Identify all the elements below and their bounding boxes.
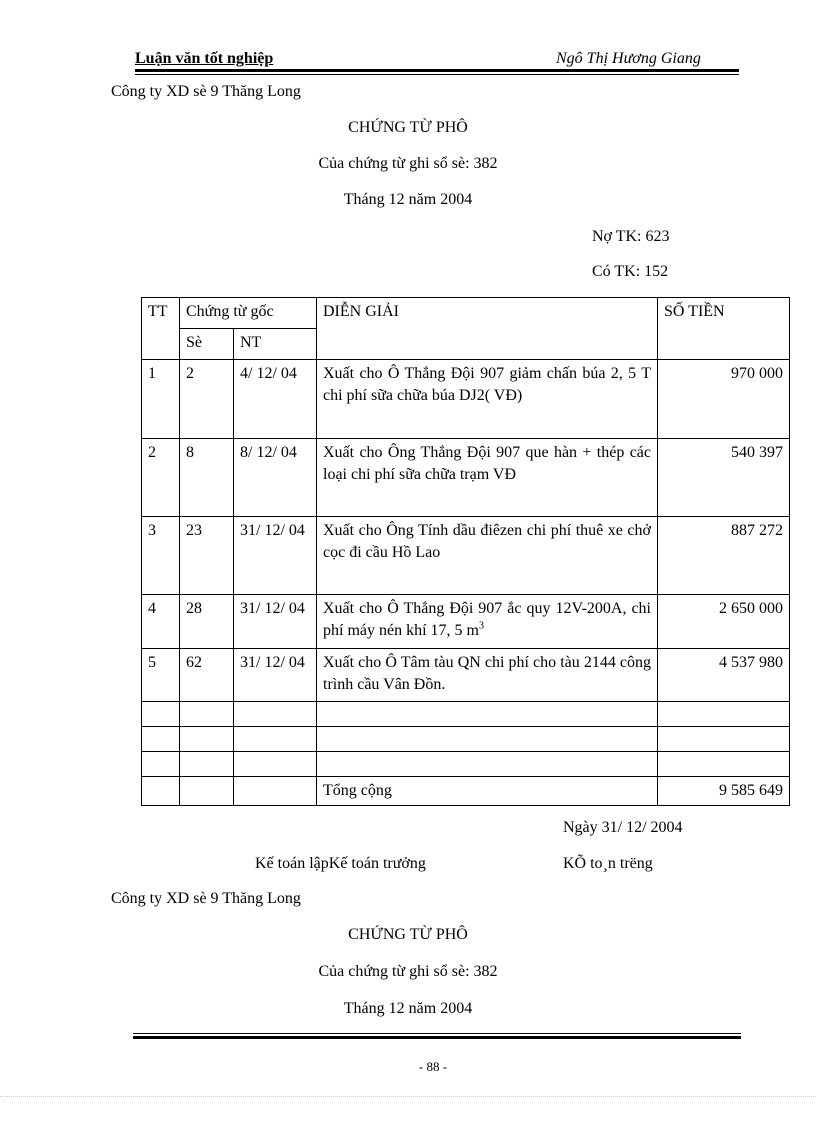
- header-so: Sè: [180, 329, 234, 360]
- table-row: [142, 649, 790, 702]
- document-subtitle-2: Của chứng từ ghi sổ sè: 382: [318, 963, 498, 980]
- cell-amount: 4 537 980: [658, 649, 790, 702]
- company-name: Công ty XD sè 9 Thăng Long: [111, 83, 301, 100]
- cell-tt: 2: [142, 439, 180, 517]
- document-title-2: CHỨNG TỪ PHÔ: [348, 926, 468, 943]
- header-amount: SỐ TIỀN: [658, 298, 790, 360]
- voucher-table: [141, 297, 790, 806]
- total-amount: 9 585 649: [658, 777, 790, 806]
- header-thesis-title: Luận văn tốt nghiệp: [135, 50, 274, 67]
- cell-nt: 31/ 12/ 04: [234, 517, 317, 595]
- cell-so: 23: [180, 517, 234, 595]
- cell-description: Xuất cho Ông Tính dầu điêzen chi phí thuê xe chở cọc đi cầu Hồ Lao: [317, 517, 658, 595]
- page-number: - 88 -: [418, 1059, 448, 1074]
- document-period: Tháng 12 năm 2004: [343, 191, 473, 208]
- description-text: Xuất cho Ô Thắng Đội 907 ắc quy 12V-200A, chi phí máy nén khí 17, 5 m: [323, 600, 651, 639]
- page-edge-divider: [0, 1096, 816, 1097]
- cell-description: Xuất cho Ô Tâm tàu QN chi phí cho tàu 2144 công trình cầu Vân Đồn.: [317, 649, 658, 702]
- signature-accountants: Kế toán lậpKế toán trưởng: [255, 855, 426, 872]
- document-period-2: Tháng 12 năm 2004: [343, 1000, 473, 1017]
- cell-tt: 4: [142, 595, 180, 649]
- document-title: CHỨNG TỪ PHÔ: [348, 119, 468, 136]
- empty-row: [142, 727, 790, 752]
- table-row: [142, 360, 790, 439]
- cell-amount: 887 272: [658, 517, 790, 595]
- total-row: [142, 777, 790, 806]
- cell-description: Xuất cho Ông Thắng Đội 907 que hàn + thép các loại chi phí sữa chữa trạm VĐ: [317, 439, 658, 517]
- cell-description: Xuất cho Ô Thắng Đội 907 giảm chấn búa 2, 5 T chi phí sữa chữa búa DJ2( VĐ): [317, 360, 658, 439]
- table-row: [142, 595, 790, 649]
- header-nt: NT: [234, 329, 317, 360]
- header-description: DIỄN GIẢI: [317, 298, 658, 360]
- debit-account: Nợ TK: 623: [592, 228, 670, 245]
- footer-rule-thin: [133, 1033, 741, 1034]
- cell-so: 28: [180, 595, 234, 649]
- table-row: [142, 439, 790, 517]
- cell-nt: 4/ 12/ 04: [234, 360, 317, 439]
- header-rule-thin: [135, 74, 739, 75]
- empty-row: [142, 702, 790, 727]
- cell-amount: 540 397: [658, 439, 790, 517]
- cell-tt: 3: [142, 517, 180, 595]
- header-author: Ngô Thị Hương Giang: [556, 50, 701, 67]
- header-original-doc: Chứng từ gốc: [180, 298, 317, 329]
- cell-amount: 970 000: [658, 360, 790, 439]
- header-rule: [135, 69, 739, 72]
- cell-so: 8: [180, 439, 234, 517]
- total-label: Tổng cộng: [317, 777, 658, 806]
- table-row: [142, 517, 790, 595]
- superscript: 3: [478, 620, 484, 632]
- empty-row: [142, 752, 790, 777]
- cell-so: 2: [180, 360, 234, 439]
- cell-amount: 2 650 000: [658, 595, 790, 649]
- header-tt: TT: [142, 298, 180, 360]
- cell-nt: 8/ 12/ 04: [234, 439, 317, 517]
- cell-tt: 1: [142, 360, 180, 439]
- cell-description: [317, 595, 658, 649]
- date-line: Ngày 31/ 12/ 2004: [563, 819, 683, 836]
- cell-so: 62: [180, 649, 234, 702]
- cell-nt: 31/ 12/ 04: [234, 649, 317, 702]
- document-subtitle: Của chứng từ ghi sổ sè: 382: [318, 155, 498, 172]
- footer-rule: [133, 1036, 741, 1039]
- credit-account: Có TK: 152: [592, 263, 669, 280]
- cell-tt: 5: [142, 649, 180, 702]
- cell-nt: 31/ 12/ 04: [234, 595, 317, 649]
- company-name-2: Công ty XD sè 9 Thăng Long: [111, 890, 301, 907]
- signature-chief: KÕ to¸n trëng: [563, 855, 653, 872]
